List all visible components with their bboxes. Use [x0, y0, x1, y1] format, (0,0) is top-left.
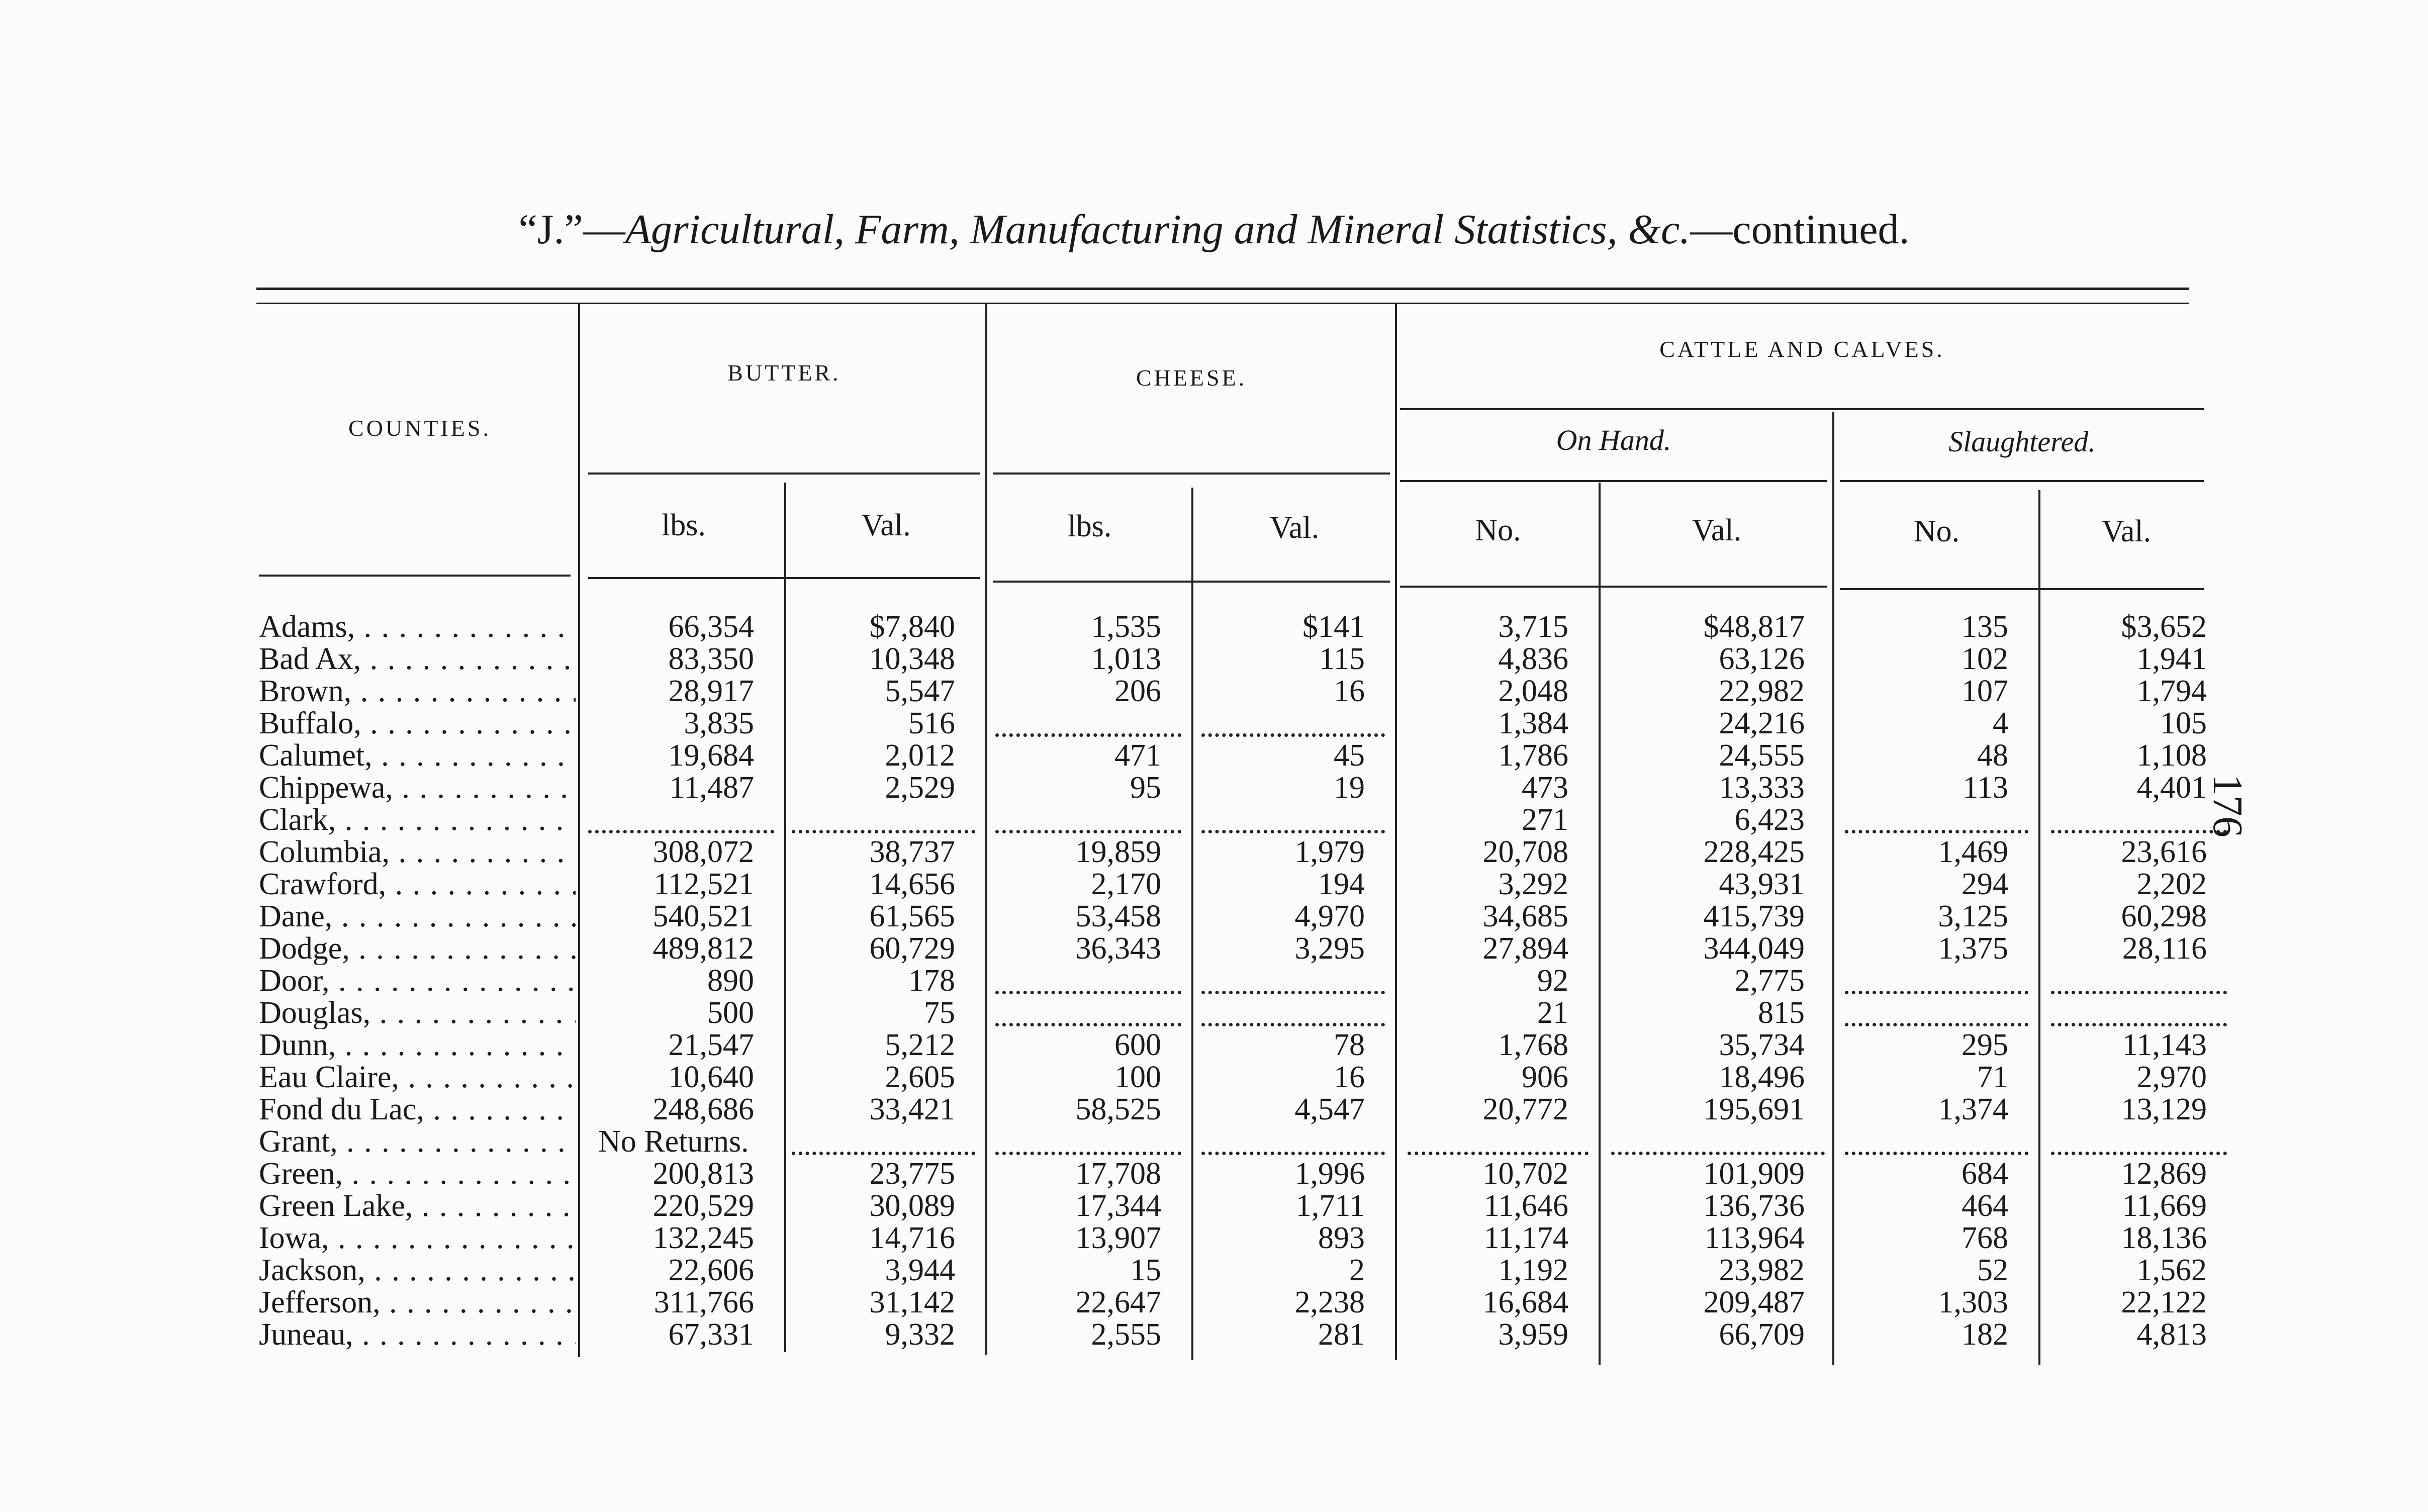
- cell-slaughtered-val: 60,298: [2121, 899, 2207, 933]
- unit-onhand-val: Val.: [1692, 513, 1742, 547]
- empty-cell-dots: [1408, 1152, 1589, 1155]
- county-name: Crawford, . . .: [259, 868, 576, 900]
- cell-cheese-val: 45: [1334, 738, 1365, 773]
- cell-cheese-lbs: 206: [1114, 674, 1161, 708]
- cell-slaughtered-no: 768: [1962, 1221, 2008, 1255]
- empty-cell-dots: [995, 1023, 1181, 1026]
- cell-cheese-lbs: 36,343: [1075, 931, 1161, 966]
- unit-slaughtered-val: Val.: [2101, 514, 2152, 548]
- cell-onhand-no: 34,685: [1482, 899, 1568, 933]
- county-name: Dunn, . . .: [259, 1029, 576, 1061]
- county-name: Iowa, . . .: [259, 1222, 576, 1254]
- cell-slaughtered-no: 684: [1962, 1157, 2008, 1191]
- cell-slaughtered-no: 1,303: [1938, 1285, 2008, 1319]
- cell-onhand-val: 24,216: [1719, 706, 1805, 740]
- cell-butter-lbs: 248,686: [652, 1092, 754, 1126]
- cell-butter-val: 9,332: [885, 1317, 955, 1352]
- cell-slaughtered-val: 4,401: [2136, 771, 2207, 805]
- cell-butter-val: 14,656: [869, 867, 955, 901]
- cell-cheese-val: 16: [1334, 1060, 1365, 1094]
- cell-butter-lbs: 200,813: [652, 1157, 754, 1191]
- cell-onhand-no: 4,836: [1498, 642, 1568, 676]
- cell-slaughtered-no: 52: [1977, 1253, 2008, 1287]
- cell-onhand-no: 10,702: [1482, 1157, 1568, 1191]
- cell-onhand-val: 18,496: [1719, 1060, 1805, 1094]
- cell-onhand-val: $48,817: [1703, 610, 1805, 644]
- cell-onhand-val: 415,739: [1703, 899, 1805, 933]
- cell-butter-val: 178: [908, 964, 955, 998]
- cell-cheese-lbs: 2,170: [1091, 867, 1161, 901]
- unit-butter-val: Val.: [861, 508, 911, 542]
- county-name: Douglas, . . .: [259, 997, 576, 1029]
- group-rule-butter: [588, 472, 980, 475]
- county-name: Calumet, . . .: [259, 739, 576, 772]
- cell-onhand-val: 136,736: [1703, 1189, 1805, 1223]
- cell-butter-val: 10,348: [869, 642, 955, 676]
- cell-butter-val: 30,089: [869, 1189, 955, 1223]
- cell-butter-val: 2,012: [885, 738, 955, 773]
- county-name: Bad Ax, . . .: [259, 643, 576, 675]
- empty-cell-dots: [792, 1152, 975, 1155]
- cell-butter-val: 2,605: [885, 1060, 955, 1094]
- cell-butter-val: 60,729: [869, 931, 955, 966]
- cell-slaughtered-val: 4,813: [2136, 1317, 2207, 1352]
- title-lead: “J.”—: [518, 206, 625, 253]
- cell-onhand-no: 3,715: [1498, 610, 1568, 644]
- cell-butter-lbs: 220,529: [652, 1189, 754, 1223]
- unit-slaughtered-no: No.: [1913, 514, 1960, 548]
- cell-onhand-val: 815: [1758, 996, 1805, 1030]
- cell-slaughtered-no: 1,374: [1938, 1092, 2008, 1126]
- cell-slaughtered-no: 135: [1962, 610, 2008, 644]
- empty-cell-dots: [2051, 1023, 2227, 1026]
- cell-onhand-no: 1,384: [1498, 706, 1568, 740]
- cell-butter-lbs: 22,606: [668, 1253, 754, 1287]
- cell-butter-val: 3,944: [885, 1253, 955, 1287]
- county-name: Brown, . . .: [259, 675, 576, 707]
- empty-cell-dots: [1201, 733, 1385, 737]
- cell-onhand-no: 20,772: [1482, 1092, 1568, 1126]
- cell-cheese-val: 2,238: [1294, 1285, 1365, 1319]
- cell-slaughtered-val: 2,202: [2136, 867, 2207, 901]
- cell-butter-lbs: 10,640: [668, 1060, 754, 1094]
- cell-cheese-val: 115: [1319, 642, 1365, 676]
- page-title: [0, 205, 2428, 254]
- cell-onhand-no: 92: [1537, 964, 1568, 998]
- cell-slaughtered-val: 11,669: [2122, 1189, 2207, 1223]
- cell-onhand-no: 271: [1522, 803, 1568, 837]
- cell-slaughtered-no: 294: [1962, 867, 2008, 901]
- empty-cell-dots: [995, 991, 1181, 994]
- unit-cheese-val: Val.: [1269, 511, 1320, 545]
- title-italic: Agricultural, Farm, Manufacturing and Mineral Statistics, &c.: [625, 206, 1691, 253]
- empty-cell-dots: [1845, 830, 2028, 833]
- cell-onhand-no: 11,646: [1483, 1189, 1568, 1223]
- cell-butter-lbs: 21,547: [668, 1028, 754, 1062]
- cell-cheese-val: 16: [1334, 674, 1365, 708]
- cell-butter-val: 33,421: [869, 1092, 955, 1126]
- cell-cheese-val: 2: [1349, 1253, 1365, 1287]
- empty-cell-dots: [995, 1152, 1181, 1155]
- cell-butter-lbs: 19,684: [668, 738, 754, 773]
- county-name: Juneau, . . .: [259, 1318, 576, 1351]
- cell-onhand-val: 2,775: [1734, 964, 1805, 998]
- page-number: 176: [2204, 774, 2251, 837]
- cell-butter-lbs: 540,521: [652, 899, 754, 933]
- county-name: Dane, . . .: [259, 900, 576, 932]
- county-name: Buffalo, . . .: [259, 707, 576, 739]
- cell-onhand-no: 11,174: [1483, 1221, 1568, 1255]
- cell-cheese-lbs: 471: [1114, 738, 1161, 773]
- cell-cheese-lbs: 53,458: [1075, 899, 1161, 933]
- cell-slaughtered-val: 1,794: [2136, 674, 2207, 708]
- empty-cell-dots: [1201, 1023, 1385, 1026]
- cell-cheese-val: 4,970: [1294, 899, 1365, 933]
- cell-slaughtered-val: $3,652: [2121, 610, 2207, 644]
- cell-butter-val: 75: [924, 996, 955, 1030]
- header-counties: COUNTIES.: [348, 415, 491, 441]
- cell-onhand-val: 23,982: [1719, 1253, 1805, 1287]
- county-name: Eau Claire, . . .: [259, 1061, 576, 1093]
- empty-cell-dots: [1845, 1023, 2028, 1026]
- cell-onhand-val: 22,982: [1719, 674, 1805, 708]
- cell-onhand-val: 66,709: [1719, 1317, 1805, 1352]
- cell-cheese-lbs: 95: [1130, 771, 1161, 805]
- cell-cheese-val: 893: [1318, 1221, 1365, 1255]
- cell-butter-val: 31,142: [869, 1285, 955, 1319]
- cell-onhand-no: 1,786: [1498, 738, 1568, 773]
- cell-slaughtered-no: 464: [1962, 1189, 2008, 1223]
- cell-onhand-no: 20,708: [1482, 835, 1568, 869]
- county-name: Dodge, . . .: [259, 932, 576, 965]
- cell-cheese-lbs: 17,708: [1075, 1157, 1161, 1191]
- cell-slaughtered-no: 1,469: [1938, 835, 2008, 869]
- top-rule: [256, 288, 2189, 290]
- cell-onhand-no: 906: [1522, 1060, 1568, 1094]
- cell-butter-val: 23,775: [869, 1157, 955, 1191]
- cell-butter-lbs: 83,350: [668, 642, 754, 676]
- cell-butter-val: 516: [908, 706, 955, 740]
- cell-cheese-lbs: 22,647: [1075, 1285, 1161, 1319]
- county-name: Chippewa, . . .: [259, 772, 576, 804]
- county-name: Jefferson, . . .: [259, 1286, 576, 1318]
- column-divider: [1599, 483, 1601, 1365]
- cell-onhand-val: 43,931: [1719, 867, 1805, 901]
- cell-cheese-lbs: 17,344: [1075, 1189, 1161, 1223]
- county-name: Green, . . .: [259, 1158, 576, 1190]
- cell-onhand-val: 195,691: [1703, 1092, 1805, 1126]
- cell-butter-val: 5,547: [885, 674, 955, 708]
- header-cattle-and-calves: CATTLE AND CALVES.: [1659, 336, 1945, 362]
- county-name: Green Lake, . . .: [259, 1190, 576, 1222]
- empty-cell-dots: [2051, 830, 2227, 833]
- cell-butter-lbs: 66,354: [668, 610, 754, 644]
- cell-slaughtered-val: 1,941: [2136, 642, 2207, 676]
- cell-slaughtered-val: 18,136: [2121, 1221, 2207, 1255]
- cell-butter-val: 14,716: [869, 1221, 955, 1255]
- cell-onhand-no: 21: [1537, 996, 1568, 1030]
- cell-slaughtered-val: 23,616: [2121, 835, 2207, 869]
- cell-cheese-val: 1,979: [1294, 835, 1365, 869]
- cell-cheese-val: 78: [1334, 1028, 1365, 1062]
- cell-cheese-lbs: 19,859: [1075, 835, 1161, 869]
- cell-butter-lbs: 311,766: [653, 1285, 754, 1319]
- unit-butter-lbs: lbs.: [662, 508, 706, 542]
- cell-cheese-val: 1,996: [1294, 1157, 1365, 1191]
- empty-cell-dots: [1611, 1152, 1825, 1155]
- group-rule-cheese: [993, 472, 1390, 475]
- empty-cell-dots: [588, 830, 774, 833]
- cell-slaughtered-no: 113: [1963, 771, 2008, 805]
- cell-butter-lbs: 500: [707, 996, 754, 1030]
- cell-slaughtered-val: 1,108: [2136, 738, 2207, 773]
- cell-cheese-val: $141: [1302, 610, 1365, 644]
- cell-onhand-val: 209,487: [1703, 1285, 1805, 1319]
- empty-cell-dots: [995, 733, 1181, 737]
- empty-cell-dots: [1201, 1152, 1385, 1155]
- cell-onhand-no: 27,894: [1482, 931, 1568, 966]
- county-name: Jackson, . . .: [259, 1254, 576, 1286]
- cell-butter-lbs: 489,812: [652, 931, 754, 966]
- cell-butter-lbs: 308,072: [652, 835, 754, 869]
- cell-onhand-val: 113,964: [1704, 1221, 1805, 1255]
- group-rule-slaughtered: [1840, 480, 2204, 482]
- cell-slaughtered-no: 295: [1962, 1028, 2008, 1062]
- cell-butter-val: $7,840: [869, 610, 955, 644]
- cell-slaughtered-no: 107: [1962, 674, 2008, 708]
- cell-cheese-val: 281: [1318, 1317, 1365, 1352]
- county-name: Clark, . . .: [259, 804, 576, 836]
- cell-onhand-no: 1,192: [1498, 1253, 1568, 1287]
- cell-slaughtered-no: 102: [1962, 642, 2008, 676]
- cell-slaughtered-no: 4: [1993, 706, 2008, 740]
- empty-cell-dots: [995, 830, 1181, 833]
- county-name: Fond du Lac, . . .: [259, 1093, 576, 1125]
- header-cheese: CHEESE.: [1136, 365, 1247, 391]
- cell-onhand-val: 6,423: [1734, 803, 1805, 837]
- cell-onhand-no: 473: [1522, 771, 1568, 805]
- cell-onhand-val: 344,049: [1703, 931, 1805, 966]
- cell-onhand-no: 16,684: [1482, 1285, 1568, 1319]
- cell-cheese-lbs: 58,525: [1075, 1092, 1161, 1126]
- cell-cheese-lbs: 15: [1130, 1253, 1161, 1287]
- empty-cell-dots: [1201, 830, 1385, 833]
- cell-butter-lbs: 11,487: [669, 771, 754, 805]
- cell-slaughtered-no: 48: [1977, 738, 2008, 773]
- cell-slaughtered-val: 11,143: [2122, 1028, 2207, 1062]
- cell-cheese-lbs: 600: [1114, 1028, 1161, 1062]
- empty-cell-dots: [1201, 991, 1385, 994]
- cell-butter-lbs: 112,521: [653, 867, 754, 901]
- cell-butter-lbs: 67,331: [668, 1317, 754, 1352]
- cell-butter-lbs: 132,245: [652, 1221, 754, 1255]
- empty-cell-dots: [2051, 1152, 2227, 1155]
- cell-slaughtered-no: 71: [1977, 1060, 2008, 1094]
- header-slaughtered: Slaughtered.: [1948, 425, 2096, 458]
- cell-onhand-no: 2,048: [1498, 674, 1568, 708]
- cell-cheese-val: 3,295: [1294, 931, 1365, 966]
- cell-cheese-val: 194: [1318, 867, 1365, 901]
- cell-slaughtered-val: 28,116: [2122, 931, 2207, 966]
- cell-onhand-val: 63,126: [1719, 642, 1805, 676]
- cell-butter-lbs: 890: [707, 964, 754, 998]
- empty-cell-dots: [792, 830, 975, 833]
- cell-cheese-lbs: 1,013: [1091, 642, 1161, 676]
- group-rule-onhand: [1400, 480, 1827, 482]
- cell-cheese-lbs: 13,907: [1075, 1221, 1161, 1255]
- cell-slaughtered-val: 12,869: [2121, 1157, 2207, 1191]
- cell-slaughtered-val: 1,562: [2136, 1253, 2207, 1287]
- header-butter: BUTTER.: [727, 360, 841, 386]
- cell-slaughtered-no: 1,375: [1938, 931, 2008, 966]
- unit-cheese-lbs: lbs.: [1067, 509, 1112, 543]
- county-name: Door, . . .: [259, 965, 576, 997]
- cell-slaughtered-val: 2,970: [2136, 1060, 2207, 1094]
- unit-onhand-no: No.: [1475, 513, 1521, 547]
- cell-slaughtered-no: 3,125: [1938, 899, 2008, 933]
- cell-butter-lbs: 3,835: [684, 706, 754, 740]
- cell-cheese-lbs: 1,535: [1091, 610, 1161, 644]
- cell-onhand-val: 13,333: [1719, 771, 1805, 805]
- units-rule-onhand: [1400, 586, 1827, 588]
- cell-onhand-no: 3,959: [1498, 1317, 1568, 1352]
- no-returns-note: No Returns.: [598, 1124, 749, 1159]
- units-rule-counties: [259, 575, 571, 577]
- cell-cheese-val: 19: [1334, 771, 1365, 805]
- county-name: Columbia, . . .: [259, 836, 576, 868]
- cell-slaughtered-val: 22,122: [2121, 1285, 2207, 1319]
- cattle-divider-rule: [1400, 408, 2204, 410]
- cell-onhand-val: 228,425: [1703, 835, 1805, 869]
- cell-butter-val: 5,212: [885, 1028, 955, 1062]
- cell-onhand-no: 3,292: [1498, 867, 1568, 901]
- cell-butter-val: 38,737: [869, 835, 955, 869]
- cell-cheese-lbs: 2,555: [1091, 1317, 1161, 1352]
- units-rule-slaughtered: [1840, 588, 2204, 590]
- empty-cell-dots: [1845, 991, 2028, 994]
- cell-slaughtered-val: 105: [2160, 706, 2207, 740]
- cell-slaughtered-no: 182: [1962, 1317, 2008, 1352]
- county-name: Adams, . . .: [259, 611, 576, 643]
- cell-onhand-val: 101,909: [1703, 1157, 1805, 1191]
- empty-cell-dots: [1845, 1152, 2028, 1155]
- cell-cheese-val: 1,711: [1295, 1189, 1365, 1223]
- cell-onhand-val: 24,555: [1719, 738, 1805, 773]
- cell-butter-val: 61,565: [869, 899, 955, 933]
- cell-butter-lbs: 28,917: [668, 674, 754, 708]
- top-rule-thin: [256, 303, 2189, 304]
- title-tail: —continued.: [1690, 206, 1910, 253]
- county-name: Grant, . . .: [259, 1125, 576, 1158]
- empty-cell-dots: [2051, 991, 2227, 994]
- cell-cheese-val: 4,547: [1294, 1092, 1365, 1126]
- cell-slaughtered-val: 13,129: [2121, 1092, 2207, 1126]
- cell-cheese-lbs: 100: [1114, 1060, 1161, 1094]
- cell-onhand-no: 1,768: [1498, 1028, 1568, 1062]
- cell-butter-val: 2,529: [885, 771, 955, 805]
- header-on-hand: On Hand.: [1556, 424, 1671, 456]
- cell-onhand-val: 35,734: [1719, 1028, 1805, 1062]
